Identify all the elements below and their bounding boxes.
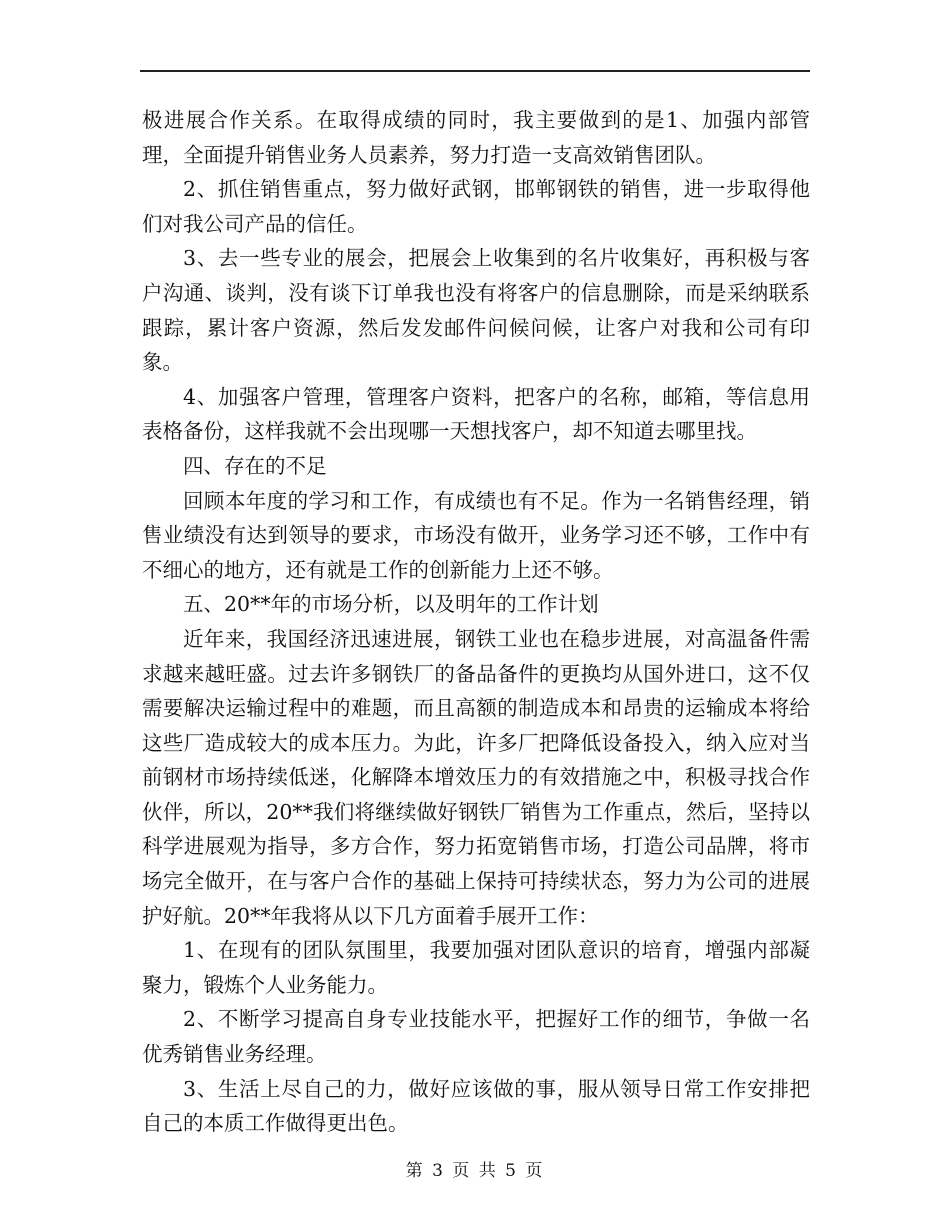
paragraph-item-2: 2、抓住销售重点，努力做好武钢，邯郸钢铁的销售，进一步取得他们对我公司产品的信任。 [142, 177, 810, 236]
paragraph-item-4: 4、加强客户管理，管理客户资料，把客户的名称，邮箱，等信息用表格备份，这样我就不会出现哪一天想找客户，却不知道去哪里找。 [142, 384, 810, 444]
paragraph-plan-1: 1、在现有的团队氛围里，我要加强对团队意识的培育，增强内部凝聚力，锻炼个人业务能力。 [142, 938, 810, 997]
paragraph-review: 回顾本年度的学习和工作，有成绩也有不足。作为一名销售经理，销售业绩没有达到领导的要求，市场没有做开，业务学习还不够，工作中有不细心的地方，还有就是工作的创新能力上还不够。 [142, 488, 810, 582]
section-heading-shortcomings: 四、存在的不足 [183, 453, 327, 478]
paragraph-item-3: 3、去一些专业的展会，把展会上收集到的名片收集好，再积极与客户沟通、谈判，没有谈下订单我也没有将客户的信息删除，而是采纳联系跟踪，累计客户资源，然后发发邮件问候问候，让客户对我和公司有印象。 [142, 246, 810, 375]
paragraph-continuation: 极进展合作关系。在取得成绩的同时，我主要做到的是1、加强内部管理，全面提升销售业务人员素养，努力打造一支高效销售团队。 [142, 108, 810, 167]
document-body [142, 103, 810, 1141]
paragraph-plan-3: 3、生活上尽自己的力，做好应该做的事，服从领导日常工作安排把自己的本质工作做得更出色。 [142, 1076, 810, 1136]
header-rule [140, 70, 810, 72]
paragraph-market: 近年来，我国经济迅速进展，钢铁工业也在稳步进展，对高温备件需求越来越旺盛。过去许多钢铁厂的备品备件的更换均从国外进口，这不仅需要解决运输过程中的难题，而且高额的制造成本和昂贵的运输成本将给这些厂造成较大的成本压力。为此，许多厂把降低设备投入，纳入应对当前钢材市场持续低迷，化解降本增效压力的有效措施之中，积极寻找合作伙伴，所以，20**我们将继续做好钢铁厂销售为工作重点，然后，坚持以科学进展观为指导，多方合作，努力拓宽销售市场，打造公司品牌，将市场完全做开，在与客户合作的基础上保持可持续状态，努力为公司的进展护好航。20**年我将从以下几方面着手展开工作： [142, 626, 810, 928]
paragraph-plan-2: 2、不断学习提高自身专业技能水平，把握好工作的细节，争做一名优秀销售业务经理。 [142, 1007, 810, 1067]
section-heading-market-analysis: 五、20**年的市场分析，以及明年的工作计划 [183, 592, 599, 617]
page-number-footer: 第 3 页 共 5 页 [405, 1161, 545, 1181]
